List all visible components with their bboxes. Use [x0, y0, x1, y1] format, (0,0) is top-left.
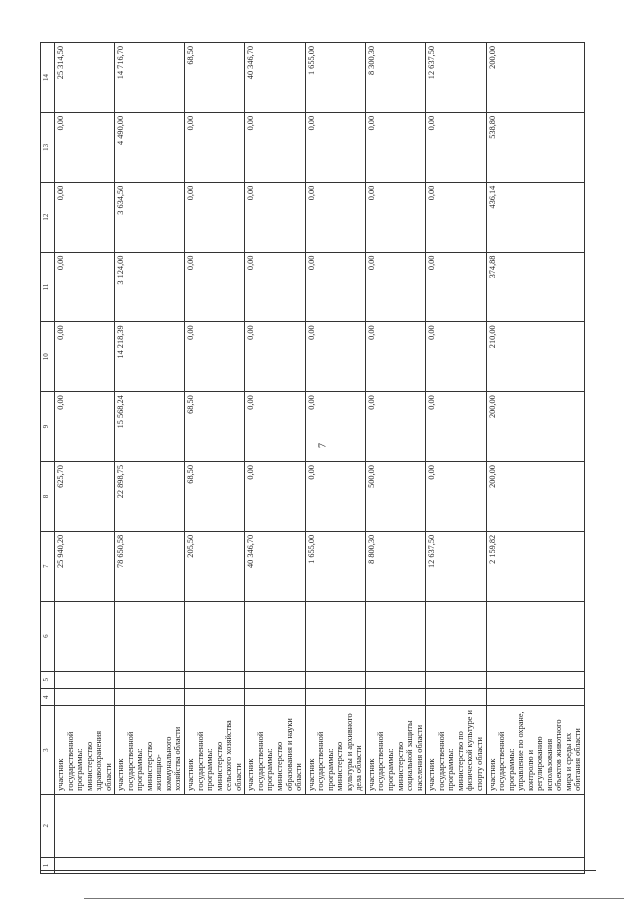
value-cell: 205,50: [185, 531, 245, 601]
table-row: [305, 43, 365, 874]
header-cell: 6: [41, 601, 55, 671]
empty-cell: [185, 671, 245, 688]
empty-cell: [486, 601, 584, 671]
value-cell: 0,00: [55, 252, 115, 322]
empty-cell: [55, 671, 115, 688]
value-cell: 0,00: [365, 392, 425, 462]
value-cell: 1 655,00: [305, 43, 365, 113]
value-cell: 1 655,00: [305, 531, 365, 601]
table-row: [486, 43, 584, 874]
page-number: 7: [317, 443, 329, 448]
header-cell: 10: [41, 322, 55, 392]
value-cell: 0,00: [426, 392, 486, 462]
value-cell: 0,00: [426, 112, 486, 182]
empty-cell: [115, 671, 185, 688]
participant-cell: участник государственной программы: министерство по физической культуре и спорту области: [426, 706, 486, 794]
value-cell: 0,00: [305, 252, 365, 322]
value-cell: 12 637,50: [426, 43, 486, 113]
value-cell: 0,00: [305, 462, 365, 532]
value-cell: 3 124,00: [115, 252, 185, 322]
header-cell: 7: [41, 531, 55, 601]
participant-cell: участник государственной программы: министерство культуры и архивного дела области: [305, 706, 365, 794]
header-cell: 1: [41, 857, 55, 873]
rotated-table-wrapper: [40, 42, 585, 874]
empty-cell: [245, 601, 305, 671]
header-cell: 5: [41, 671, 55, 688]
value-cell: 200,00: [486, 43, 584, 113]
value-cell: 500,00: [365, 462, 425, 532]
table-row: [426, 43, 486, 874]
participant-cell: участник государственной программы: управление по охране, контролю и регулированию использования объектов животного мира и среды их обитания области: [486, 706, 584, 794]
value-cell: 210,00: [486, 322, 584, 392]
header-cell: 8: [41, 462, 55, 532]
value-cell: 0,00: [305, 392, 365, 462]
empty-cell: [115, 601, 185, 671]
value-cell: 0,00: [365, 112, 425, 182]
value-cell: 8 300,30: [365, 43, 425, 113]
value-cell: 68,50: [185, 462, 245, 532]
table-row: [245, 43, 305, 874]
empty-cell: [185, 688, 245, 705]
value-cell: 0,00: [55, 322, 115, 392]
value-cell: 68,50: [185, 392, 245, 462]
empty-cell: [365, 671, 425, 688]
budget-table: [40, 42, 585, 874]
participant-cell: участник государственной программы: министерство здравоохранения области: [55, 706, 115, 794]
value-cell: 0,00: [426, 462, 486, 532]
header-cell: 14: [41, 43, 55, 113]
empty-cell: [365, 688, 425, 705]
header-row: [41, 43, 55, 874]
value-cell: 0,00: [185, 322, 245, 392]
header-cell: 9: [41, 392, 55, 462]
table-row: [55, 43, 115, 874]
empty-cell: [55, 601, 115, 671]
value-cell: 436,14: [486, 182, 584, 252]
value-cell: 0,00: [365, 182, 425, 252]
empty-cell: [305, 688, 365, 705]
value-cell: 0,00: [426, 252, 486, 322]
value-cell: 0,00: [245, 392, 305, 462]
empty-cell: [185, 601, 245, 671]
table-row: [185, 43, 245, 874]
value-cell: 0,00: [185, 182, 245, 252]
value-cell: 8 800,30: [365, 531, 425, 601]
header-cell: 13: [41, 112, 55, 182]
empty-cell: [486, 671, 584, 688]
table-bottom-border: [40, 870, 596, 871]
value-cell: 0,00: [305, 182, 365, 252]
table-row: [365, 43, 425, 874]
participant-cell: участник государственной программы: министерство образования и науки области: [245, 706, 305, 794]
value-cell: 0,00: [55, 112, 115, 182]
header-cell: 2: [41, 794, 55, 857]
value-cell: 4 490,00: [115, 112, 185, 182]
value-cell: 538,80: [486, 112, 584, 182]
empty-cell: [305, 601, 365, 671]
value-cell: 0,00: [305, 322, 365, 392]
value-cell: 40 346,70: [245, 531, 305, 601]
header-cell: 12: [41, 182, 55, 252]
value-cell: 200,00: [486, 462, 584, 532]
empty-cell: [245, 671, 305, 688]
value-cell: 374,88: [486, 252, 584, 322]
page-bottom-rule: [84, 898, 624, 899]
value-cell: 0,00: [245, 112, 305, 182]
value-cell: 14 716,70: [115, 43, 185, 113]
value-cell: 0,00: [55, 392, 115, 462]
value-cell: 0,00: [245, 462, 305, 532]
empty-cell: [55, 688, 115, 705]
table-row: [115, 43, 185, 874]
value-cell: 2 159,82: [486, 531, 584, 601]
value-cell: 25 314,50: [55, 43, 115, 113]
value-cell: 0,00: [245, 182, 305, 252]
empty-cell: [305, 671, 365, 688]
empty-cell: [245, 688, 305, 705]
header-cell: 11: [41, 252, 55, 322]
value-cell: 0,00: [245, 322, 305, 392]
header-cell: 4: [41, 688, 55, 705]
value-cell: 22 898,75: [115, 462, 185, 532]
value-cell: 0,00: [365, 322, 425, 392]
empty-cell: [426, 601, 486, 671]
empty-cell: [426, 671, 486, 688]
value-cell: 78 650,58: [115, 531, 185, 601]
value-cell: 0,00: [245, 252, 305, 322]
empty-cell: [115, 688, 185, 705]
value-cell: 0,00: [365, 252, 425, 322]
col1-cell: [55, 857, 585, 873]
header-cell: 3: [41, 706, 55, 794]
participant-cell: участник государственной программы: министерство социальной защиты населения области: [365, 706, 425, 794]
value-cell: 0,00: [55, 182, 115, 252]
value-cell: 40 346,70: [245, 43, 305, 113]
value-cell: 68,50: [185, 43, 245, 113]
empty-cell: [486, 688, 584, 705]
value-cell: 625,70: [55, 462, 115, 532]
value-cell: 15 568,24: [115, 392, 185, 462]
value-cell: 0,00: [305, 112, 365, 182]
value-cell: 14 218,39: [115, 322, 185, 392]
value-cell: 0,00: [185, 252, 245, 322]
value-cell: 0,00: [185, 112, 245, 182]
value-cell: 12 637,50: [426, 531, 486, 601]
value-cell: 3 634,50: [115, 182, 185, 252]
value-cell: 0,00: [426, 182, 486, 252]
value-cell: 0,00: [426, 322, 486, 392]
participant-cell: участник государственной программы: министерство жилищно-коммунального хозяйства области: [115, 706, 185, 794]
col2-cell: [55, 794, 585, 857]
empty-cell: [426, 688, 486, 705]
value-cell: 25 940,20: [55, 531, 115, 601]
empty-cell: [365, 601, 425, 671]
participant-cell: участник государственной программы: министерство сельского хозяйства области: [185, 706, 245, 794]
value-cell: 200,00: [486, 392, 584, 462]
